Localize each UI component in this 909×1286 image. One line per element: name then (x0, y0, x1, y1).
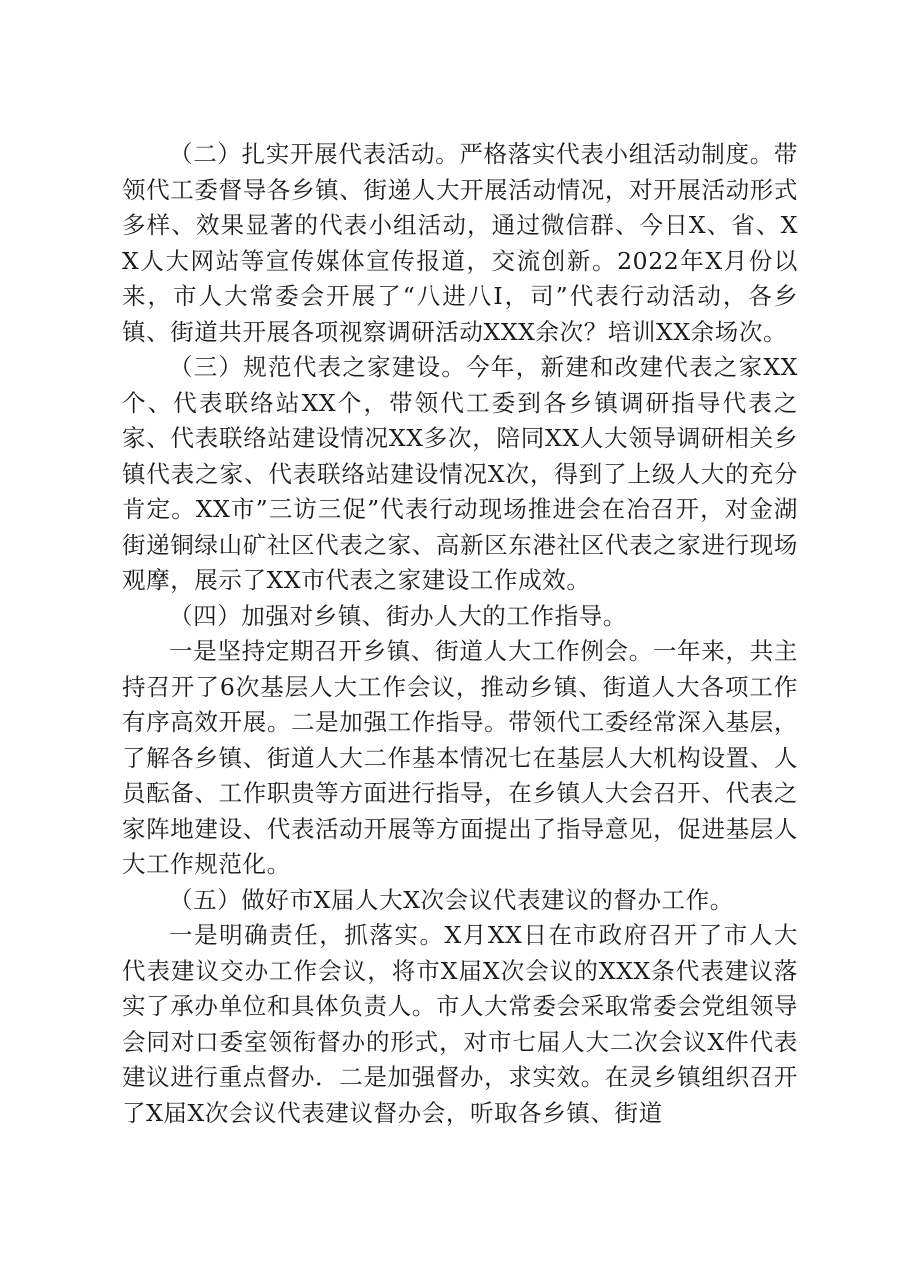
heading-township-guidance: （四）加强对乡镇、街办人大的工作指导。 (169, 601, 627, 630)
heading-proposal-supervision: （五）做好市X届人大X次会议代表建议的督办工作。 (169, 885, 734, 914)
paragraph-representative-activities: （二）扎实开展代表活动。严格落实代表小组活动制度。带领代工委督导各乡镇、街递人大开展活动情况，对开展活动形式多样、效果显著的代表小组活动，通过微信群、今日X、省、XX人大网站等宣传媒体宣传报道，交流创新。2022年X月份以来，市人大常委会开展了“八进八I，司”代表行动活动，各乡镇、街道共开展各项视察调研活动XXX余次？培训XX余场次。 (122, 140, 798, 346)
paragraph-township-guidance: 一是坚持定期召开乡镇、街道人大工作例会。一年来，共主持召开了6次基层人大工作会议，推动乡镇、街道人大各项工作有序高效开展。二是加强工作指导。带领代工委经常深入基层，了解各乡镇、街道人大二作基本情况七在基层人大机构设置、人员酝备、工作职贵等方面进行指导，在乡镇人大会召开、代表之家阵地建设、代表活动开展等方面提出了指导意见，促进基层人大工作规范化。 (122, 637, 798, 878)
paragraph-representative-home-construction: （三）规范代表之家建设。今年，新建和改建代表之家XX个、代表联络站XX个，带领代工委到各乡镇调研指导代表之家、代表联络站建设情况XX多次，陪同XX人大领导调研相关乡镇代表之家、代表联络站建设情况X次，得到了上级人大的充分肯定。XX市”三访三促”代表行动现场推进会在冶召开，对金湖街递铜绿山矿社区代表之家、高新区东港社区代表之家进行现场观摩，展示了XX市代表之家建设工作成效。 (122, 353, 798, 594)
paragraph-proposal-supervision: 一是明确责任，抓落实。X月XX日在市政府召开了市人大代表建议交办工作会议，将市X届X次会议的XXX条代表建议落实了承办单位和具体负责人。市人大常委会采取常委会党组领导会同对口委室领衔督办的形式，对市七届人大二次会议X件代表建议进行重点督办．二是加强督办，求实效。在灵乡镇组织召开了X届X次会议代表建议督办会，听取各乡镇、街道 (122, 921, 798, 1127)
document-body (122, 137, 798, 1131)
